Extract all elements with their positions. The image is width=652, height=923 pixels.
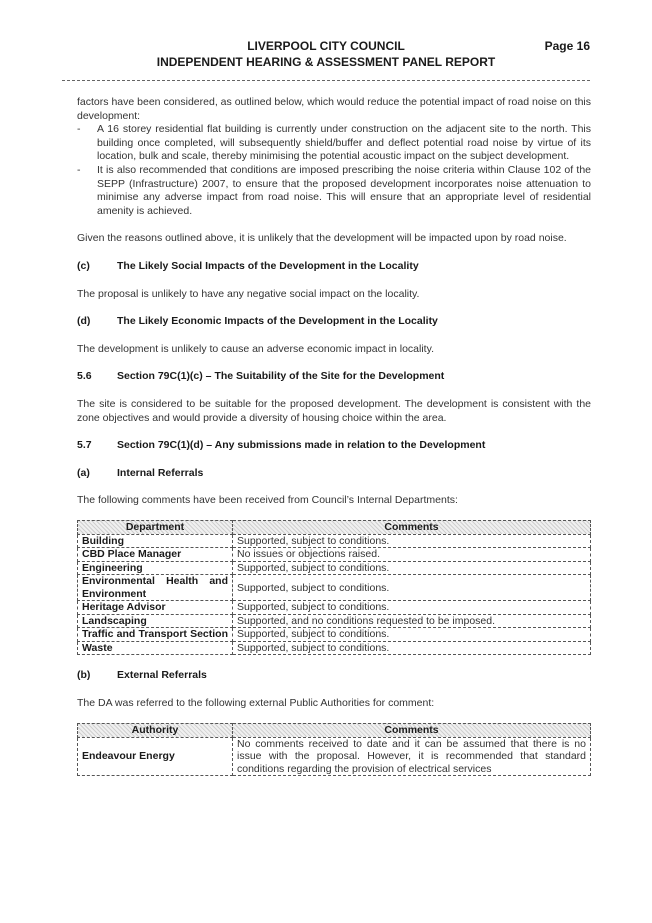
- column-header-authority: Authority: [78, 723, 233, 737]
- bullet-item: [77, 123, 591, 164]
- internal-referrals-table: [77, 520, 591, 656]
- page-number: Page 16: [544, 39, 590, 53]
- page-body: [77, 96, 591, 776]
- section-heading-a: (a) Internal Referrals: [77, 466, 204, 479]
- table-row: Heritage Advisor Supported, subject to conditions.: [78, 601, 591, 615]
- table-header-row: [78, 723, 591, 737]
- page-header: [0, 38, 652, 70]
- header-report-title: INDEPENDENT HEARING & ASSESSMENT PANEL REPORT: [156, 55, 496, 69]
- conclusion-paragraph: Given the reasons outlined above, it is unlikely that the development will be impacted upon by road noise.: [77, 232, 567, 245]
- table-row: Waste Supported, subject to conditions.: [78, 641, 591, 655]
- section-d-text: The development is unlikely to cause an adverse economic impact in locality.: [77, 342, 434, 355]
- table-row: Engineering Supported, subject to conditions.: [78, 561, 591, 575]
- section-heading-5-6: 5.6 Section 79C(1)(c) – The Suitability of the Site for the Development: [77, 370, 445, 383]
- section-heading-d: (d) The Likely Economic Impacts of the Development in the Locality: [77, 315, 438, 328]
- external-referrals-table: [77, 723, 591, 777]
- header-council: LIVERPOOL CITY COUNCIL: [247, 39, 405, 53]
- bullet-text: It is also recommended that conditions are imposed prescribing the noise criteria within Clause 102 of the SEPP (Infrastructure) 2007, to ensure that the proposed development incorporates noise attenuation to minimise any adverse impact from road noise. This will ensure that an appropriate level of residential amenity is achieved.: [97, 163, 591, 217]
- bullet-text: A 16 storey residential flat building is currently under construction on the adjacent site to the north. This building once completed, will subsequently shield/buffer and deflect potential road noise by virtue of its location, bulk and scale, thereby minimising the potential acoustic impact on the subject development.: [97, 123, 591, 163]
- intro-paragraph: factors have been considered, as outlined below, which would reduce the potential impact of road noise on this development:: [77, 96, 591, 122]
- table-row: Environmental Health and Environment Supported, subject to conditions.: [78, 575, 591, 601]
- bullet-dash: -: [77, 163, 81, 176]
- table-header-row: [78, 520, 591, 534]
- header-divider: [62, 80, 590, 81]
- column-header-comments: Comments: [233, 723, 591, 737]
- table-row: CBD Place Manager No issues or objections raised.: [78, 548, 591, 562]
- section-5-6-text: The site is considered to be suitable for the proposed development. The development is consistent with the zone objectives and would provide a diversity of housing choice within the area.: [77, 397, 591, 424]
- column-header-department: Department: [78, 520, 233, 534]
- bullet-item: [77, 164, 591, 218]
- section-heading-b: (b) External Referrals: [77, 669, 207, 682]
- section-heading-c: (c) The Likely Social Impacts of the Development in the Locality: [77, 259, 419, 272]
- section-c-text: The proposal is unlikely to have any negative social impact on the locality.: [77, 287, 420, 300]
- section-b-text: The DA was referred to the following external Public Authorities for comment:: [77, 696, 435, 709]
- section-heading-5-7: 5.7 Section 79C(1)(d) – Any submissions made in relation to the Development: [77, 439, 486, 452]
- table-row: Endeavour Energy No comments received to date and it can be assumed that there is no issue with the proposal. However, it is recommended that standard conditions regarding the provision of electrical services: [78, 737, 591, 776]
- table-row: Traffic and Transport Section Supported, subject to conditions.: [78, 628, 591, 642]
- column-header-comments: Comments: [233, 520, 591, 534]
- section-a-text: The following comments have been received from Council’s Internal Departments:: [77, 494, 458, 507]
- table-row: Building Supported, subject to conditions.: [78, 534, 591, 548]
- table-row: Landscaping Supported, and no conditions requested to be imposed.: [78, 614, 591, 628]
- bullet-dash: -: [77, 123, 81, 136]
